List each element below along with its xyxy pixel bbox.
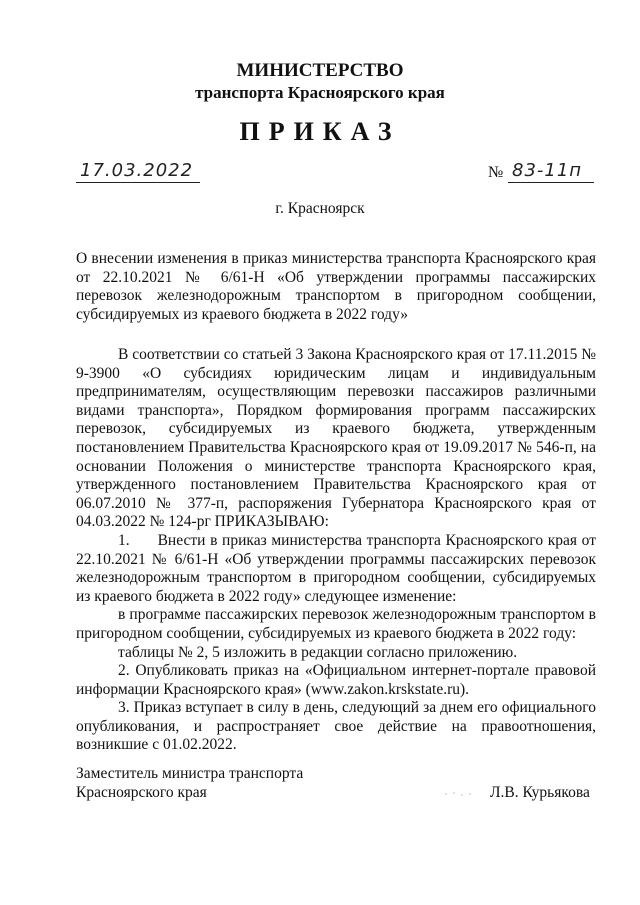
item-1b-paragraph: таблицы № 2, 5 изложить в редакции согласно приложению. (118, 643, 518, 661)
signatory-position (76, 764, 303, 802)
preamble-paragraph: В соответствии со статьей 3 Закона Красноярского края от 17.11.2015 № 9-3900 «О субсидиях юридическим лицам и индивидуальным предпринимателям, осуществляющим перевозки пассажиров различными видами транспорта», Порядком формирования программ пассажирских перевозок, субсидируемых из краевого бюджета, утвержденным постановлением Правительства Красноярского края от 19.09.2017 № 546-п, на основании Положения о министерстве транспорта Красноярского края, утвержденного постановлением Правительства Красноярского края от 06.07.2010 № 377-п, распоряжения Губернатора Красноярского края от 04.03.2022 № 124-рг ПРИКАЗЫВАЮ: (76, 346, 596, 531)
order-date-field (76, 160, 200, 183)
order-number-label: № (488, 164, 504, 181)
signatory-position-line1: Заместитель министра транспорта (76, 765, 304, 782)
item-1a-paragraph: в программе пассажирских перевозок железнодорожным транспортом в пригородном сообщении, субсидируемых из краевого бюджета в 2022 году: (76, 606, 596, 642)
signatory-name: Л.В. Курьякова (490, 784, 590, 801)
order-date: 17.03.2022 (80, 160, 194, 181)
signature-mark (440, 786, 480, 800)
order-title: ПРИКАЗ (239, 117, 401, 146)
item-1-paragraph: 1. Внести в приказ министерства транспорта Красноярского края от 22.10.2021 № 6/61-Н «Об утверждении программы пассажирских перевозок железнодорожным транспортом в пригородном сообщении, субсидируемых из краевого бюджета в 2022 году» следующее изменение: (76, 531, 596, 605)
order-city: г. Красноярск (275, 200, 365, 217)
order-subject: О внесении изменения в приказ министерства транспорта Красноярского края от 22.10.2021 № 6/61-Н «Об утверждении программы пассажирских перевозок железнодорожным транспортом в пригородном сообщении, субсидируемых из краевого бюджета в 2022 году» (76, 250, 596, 323)
order-number: 83-11п (512, 160, 583, 181)
ministry-title: МИНИСТЕРСТВО (236, 60, 404, 81)
department-title: транспорта Красноярского края (195, 83, 445, 102)
item-2-paragraph: 2. Опубликовать приказ на «Официальном интернет-портале правовой информации Красноярского края» (www.zakon.krskstate.ru). (76, 662, 596, 698)
signatory-position-line2: Красноярского края (76, 784, 207, 801)
item-3-paragraph: 3. Приказ вступает в силу в день, следующий за днем его официального опубликования, и распространяет свое действие на правоотношения, возникшие с 01.02.2022. (76, 699, 596, 754)
order-number-field (508, 160, 594, 183)
order-body (76, 346, 596, 755)
